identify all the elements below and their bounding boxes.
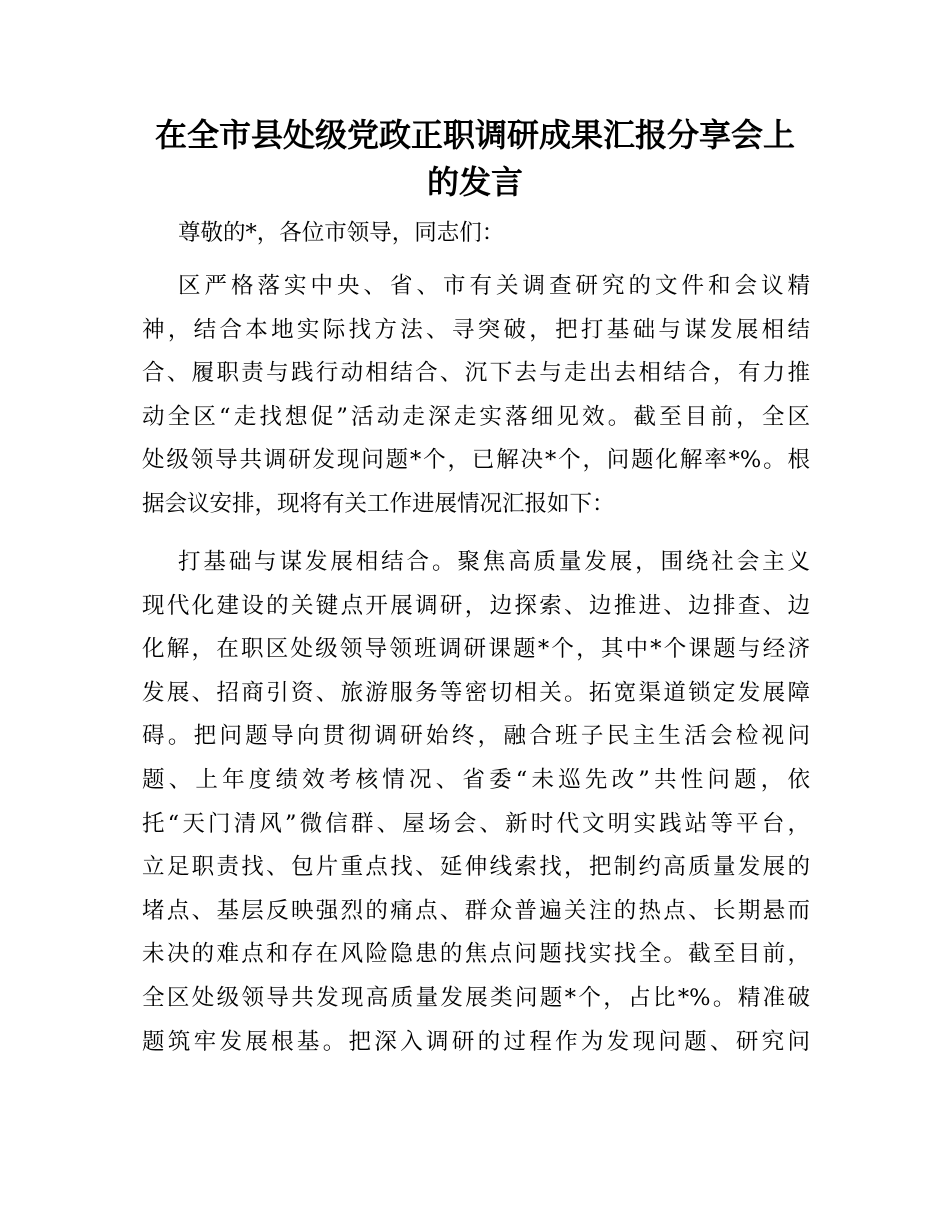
- paragraph-line: 化解，在职区处级领导领班调研课题*个，其中*个课题与经济: [142, 636, 810, 663]
- paragraph-line: 区严格落实中央、省、市有关调查研究的文件和会议精: [178, 273, 810, 299]
- paragraph-line: 发展、招商引资、旅游服务等密切相关。拓宽渠道锁定发展障: [142, 679, 810, 706]
- paragraph-line: 处级领导共调研发现问题*个，已解决*个，问题化解率*%。根: [142, 447, 810, 474]
- paragraph-line: 全区处级领导共发现高质量发展类问题*个，占比*%。精准破: [142, 984, 810, 1011]
- paragraph-line: 合、履职责与践行动相结合、沉下去与走出去相结合，有力推: [142, 360, 810, 387]
- paragraph-line: 现代化建设的关键点开展调研，边探索、边推进、边排查、边: [142, 592, 810, 619]
- paragraph-line: 立足职责找、包片重点找、延伸线索找，把制约高质量发展的: [142, 854, 810, 881]
- paragraph-line: 打基础与谋发展相结合。聚焦高质量发展，围绕社会主义: [178, 549, 810, 575]
- paragraph-line: 托“天门清风”微信群、屋场会、新时代文明实践站等平台，: [142, 810, 810, 837]
- paragraph-line: 堵点、基层反映强烈的痛点、群众普遍关注的热点、长期悬而: [142, 897, 810, 924]
- body-paragraph-2: [142, 541, 810, 1064]
- title-line-1: 在全市县处级党政正职调研成果汇报分享会上: [154, 116, 795, 154]
- paragraph-line: 未决的难点和存在风险隐患的焦点问题找实找全。截至目前，: [142, 941, 810, 968]
- paragraph-line: 神，结合本地实际找方法、寻突破，把打基础与谋发展相结: [142, 316, 810, 343]
- paragraph-line: 据会议安排，现将有关工作进展情况汇报如下：: [142, 490, 615, 517]
- paragraph-line: 题筑牢发展根基。把深入调研的过程作为发现问题、研究问: [142, 1028, 810, 1055]
- document-title: [140, 112, 810, 206]
- title-line-2: 的发言: [426, 163, 523, 201]
- paragraph-line: 题、上年度绩效考核情况、省委“未巡先改”共性问题，依: [142, 766, 810, 793]
- body-paragraph-1: [142, 265, 810, 527]
- paragraph-line: 动全区“走找想促”活动走深走实落细见效。截至目前，全区: [142, 403, 810, 430]
- salutation: 尊敬的*，各位市领导，同志们：: [178, 220, 505, 246]
- paragraph-line: 碍。把问题导向贯彻调研始终，融合班子民主生活会检视问: [142, 723, 810, 750]
